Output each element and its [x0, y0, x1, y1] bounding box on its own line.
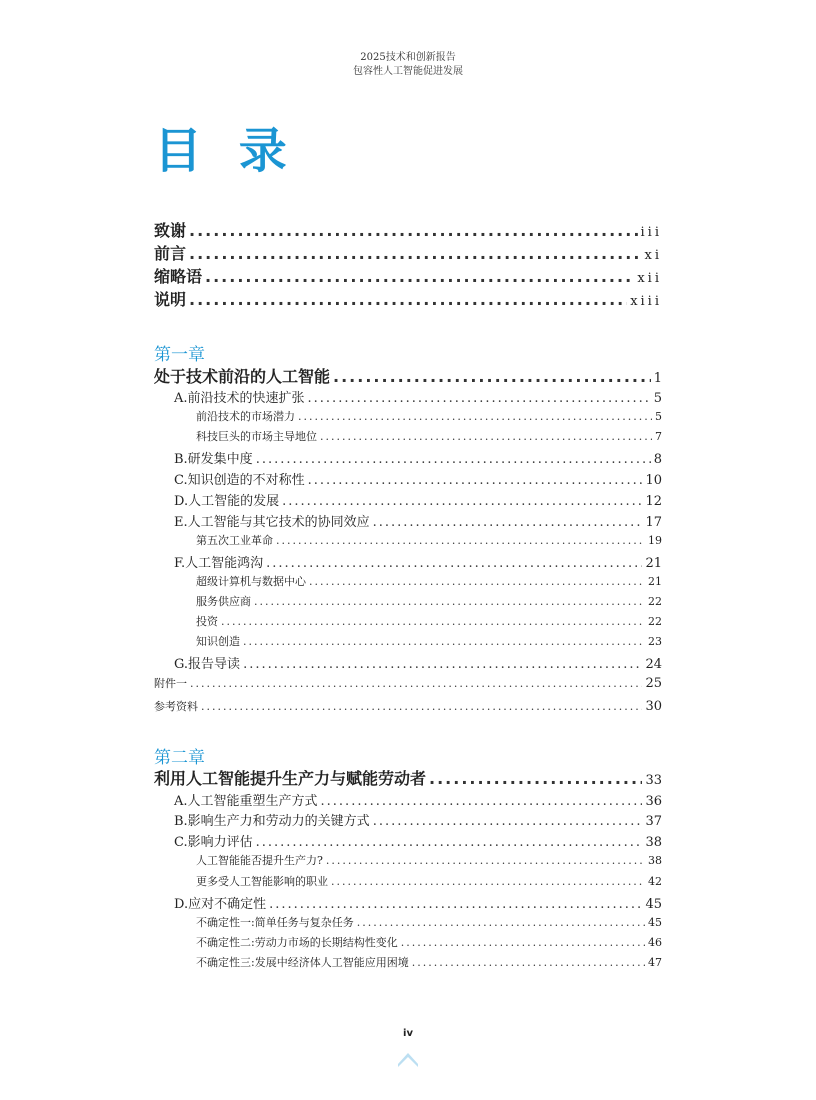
toc-entry[interactable]: G.报告导读 ..... 24 — [174, 653, 662, 672]
toc-subentry[interactable]: 知识创造 ..... 23 — [196, 633, 662, 649]
toc-entry-front[interactable]: 致谢 ..... iii — [154, 218, 662, 241]
toc-entry[interactable]: B.研发集中度 ..... 8 — [174, 448, 662, 467]
toc-entry[interactable]: B.影响生产力和劳动力的关键方式 ..... 37 — [174, 810, 662, 829]
toc-entry-front[interactable]: 说明 ..... xiii — [154, 287, 662, 310]
toc-entry-references[interactable]: 参考资料 ..... 30 — [154, 698, 662, 714]
toc-subentry[interactable]: 更多受人工智能影响的职业 ..... 42 — [196, 873, 662, 889]
toc-entry[interactable]: A.人工智能重塑生产方式 ..... 36 — [174, 790, 662, 809]
page-title: 目 录 — [154, 123, 297, 179]
toc-subentry[interactable]: 投资 ..... 22 — [196, 613, 662, 629]
chapter-2-title[interactable]: 利用人工智能提升生产力与赋能劳动者 ..... 33 — [154, 766, 662, 789]
toc-subentry[interactable]: 不确定性一:简单任务与复杂任务 ..... 45 — [196, 914, 662, 930]
toc-entry[interactable]: F.人工智能鸿沟 ..... 21 — [174, 552, 662, 571]
toc-subentry[interactable]: 超级计算机与数据中心 ..... 21 — [196, 573, 662, 589]
toc-subentry[interactable]: 科技巨头的市场主导地位 ..... 7 — [196, 428, 662, 444]
toc-entry[interactable]: D.应对不确定性 ..... 45 — [174, 893, 662, 912]
toc-subentry[interactable]: 不确定性二:劳动力市场的长期结构性变化 ..... 46 — [196, 934, 662, 950]
toc-subentry[interactable]: 前沿技术的市场潜力 ..... 5 — [196, 408, 662, 424]
toc-entry[interactable]: A.前沿技术的快速扩张 ..... 5 — [174, 387, 662, 406]
toc-entry[interactable]: C.影响力评估 ..... 38 — [174, 831, 662, 850]
toc-subentry[interactable]: 人工智能能否提升生产力? ..... 38 — [196, 852, 662, 868]
toc-subentry[interactable]: 不确定性三:发展中经济体人工智能应用困境 ..... 47 — [196, 954, 662, 970]
page-number: iv — [403, 1028, 413, 1039]
toc-subentry[interactable]: 第五次工业革命 ..... 19 — [196, 532, 662, 548]
toc-entry[interactable]: C.知识创造的不对称性 ..... 10 — [174, 469, 662, 488]
toc-entry[interactable]: D.人工智能的发展 ..... 12 — [174, 490, 662, 509]
chapter-2-heading: 第二章 — [154, 748, 205, 768]
toc-entry-annex[interactable]: 附件一 ..... 25 — [154, 675, 662, 691]
toc-entry-front[interactable]: 缩略语 ..... xii — [154, 264, 662, 287]
toc-subentry[interactable]: 服务供应商 ..... 22 — [196, 593, 662, 609]
header-report-subtitle: 包容性人工智能促进发展 — [353, 66, 463, 77]
header-report-title: 2025技术和创新报告 — [360, 52, 456, 63]
toc-entry[interactable]: E.人工智能与其它技术的协同效应 ..... 17 — [174, 511, 662, 530]
chapter-1-heading: 第一章 — [154, 345, 205, 365]
chevron-up-icon — [396, 1048, 420, 1068]
toc-entry-front[interactable]: 前言 ..... xi — [154, 241, 662, 264]
chapter-1-title[interactable]: 处于技术前沿的人工智能 ..... 1 — [154, 364, 662, 387]
